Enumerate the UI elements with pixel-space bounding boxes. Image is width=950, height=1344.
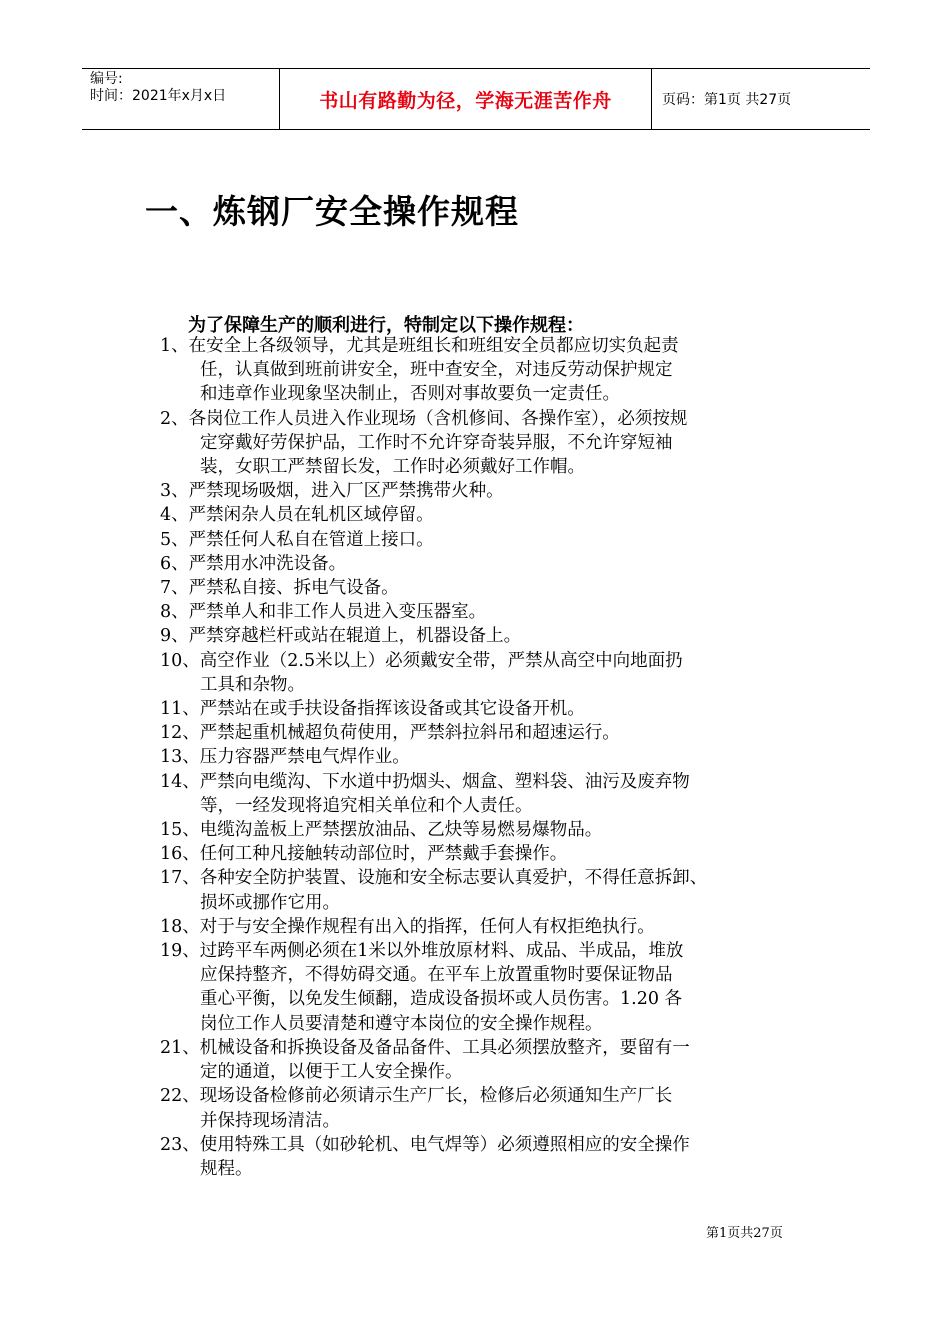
rule-item xyxy=(160,479,820,503)
rule-continuation-line: 工具和杂物。 xyxy=(200,674,305,695)
rule-first-line: 17、各种安全防护装置、设施和安全标志要认真爱护，不得任意拆卸、 xyxy=(160,868,708,889)
header-motto: 书山有路勤为径，学海无涯苦作舟 xyxy=(280,69,652,129)
rule-first-line: 12、严禁起重机械超负荷使用，严禁斜拉斜吊和超速运行。 xyxy=(160,723,620,744)
document-title: 一、炼钢厂安全操作规程 xyxy=(145,192,519,231)
page-header xyxy=(82,68,870,130)
rule-item xyxy=(160,770,820,818)
page-footer: 第1页共27页 xyxy=(706,1226,783,1241)
rule-continuation-line: 规程。 xyxy=(200,1158,253,1179)
rule-continuation-line: 岗位工作人员要清楚和遵守本岗位的安全操作规程。 xyxy=(200,1013,603,1034)
rule-first-line: 11、严禁站在或手扶设备指挥该设备或其它设备开机。 xyxy=(160,699,585,720)
rule-first-line: 15、电缆沟盖板上严禁摆放油品、乙炔等易燃易爆物品。 xyxy=(160,820,603,841)
rule-item xyxy=(160,334,820,407)
rule-item xyxy=(160,552,820,576)
rule-item xyxy=(160,721,820,745)
rule-item xyxy=(160,600,820,624)
rule-first-line: 1、在安全上各级领导，尤其是班组长和班组安全员都应切实负起责 xyxy=(160,336,679,356)
rule-item xyxy=(160,528,820,552)
rule-continuation-line: 定穿戴好劳保护品，工作时不允许穿奇装异服，不允许穿短袖 xyxy=(200,432,673,453)
rule-item xyxy=(160,745,820,769)
rule-item xyxy=(160,624,820,648)
rule-continuation-line: 任，认真做到班前讲安全，班中查安全，对违反劳动保护规定 xyxy=(200,360,673,381)
rule-item xyxy=(160,915,820,939)
rule-item xyxy=(160,1133,820,1181)
rule-continuation-line: 并保持现场清洁。 xyxy=(200,1110,340,1131)
rule-item xyxy=(160,407,820,480)
rule-first-line: 14、严禁向电缆沟、下水道中扔烟头、烟盒、塑料袋、油污及废弃物 xyxy=(160,771,690,792)
rule-item xyxy=(160,649,820,697)
rule-first-line: 3、严禁现场吸烟，进入厂区严禁携带火种。 xyxy=(160,481,504,502)
rule-first-line: 16、任何工种凡接触转动部位时，严禁戴手套操作。 xyxy=(160,844,568,865)
rule-first-line: 23、使用特殊工具（如砂轮机、电气焊等）必须遵照相应的安全操作 xyxy=(160,1134,690,1155)
rules-list xyxy=(160,334,820,1181)
time-label: 时间：2021年x月x日 xyxy=(90,88,227,104)
header-left-cell xyxy=(82,69,280,129)
code-label: 编号: xyxy=(90,71,123,87)
rule-first-line: 18、对于与安全操作规程有出入的指挥，任何人有权拒绝执行。 xyxy=(160,916,655,937)
rule-item xyxy=(160,842,820,866)
rule-item xyxy=(160,1084,820,1132)
rule-first-line: 21、机械设备和拆换设备及备品备件、工具必须摆放整齐，要留有一 xyxy=(160,1037,690,1058)
rule-continuation-line: 装，女职工严禁留长发，工作时必须戴好工作帽。 xyxy=(200,457,585,478)
rule-first-line: 2、各岗位工作人员进入作业现场（含机修间、各操作室），必须按规 xyxy=(160,408,688,429)
rule-first-line: 9、严禁穿越栏杆或站在辊道上，机器设备上。 xyxy=(160,626,522,647)
rule-first-line: 7、严禁私自接、拆电气设备。 xyxy=(160,578,399,599)
rule-item xyxy=(160,697,820,721)
rule-first-line: 4、严禁闲杂人员在轧机区域停留。 xyxy=(160,505,434,526)
rule-continuation-line: 应保持整齐，不得妨碍交通。在平车上放置重物时要保证物品 xyxy=(200,965,673,986)
intro-paragraph: 为了保障生产的顺利进行，特制定以下操作规程： xyxy=(188,315,584,336)
rule-first-line: 10、高空作业（2.5米以上）必须戴安全带，严禁从高空中向地面扔 xyxy=(160,650,683,671)
rule-continuation-line: 定的通道，以便于工人安全操作。 xyxy=(200,1062,463,1083)
rule-item xyxy=(160,866,820,914)
rule-item xyxy=(160,503,820,527)
rule-first-line: 19、过跨平车两侧必须在1米以外堆放原材料、成品、半成品，堆放 xyxy=(160,941,684,962)
rule-continuation-line: 损坏或挪作它用。 xyxy=(200,892,340,913)
rule-first-line: 6、严禁用水冲洗设备。 xyxy=(160,553,347,574)
rule-first-line: 8、严禁单人和非工作人员进入变压器室。 xyxy=(160,602,487,623)
rule-continuation-line: 等，一经发现将追究相关单位和个人责任。 xyxy=(200,795,533,816)
rule-item xyxy=(160,939,820,1036)
rule-continuation-line: 和违章作业现象坚决制止，否则对事故要负一定责任。 xyxy=(200,384,620,405)
rule-first-line: 22、现场设备检修前必须请示生产厂长，检修后必须通知生产厂长 xyxy=(160,1086,673,1107)
rule-first-line: 13、压力容器严禁电气焊作业。 xyxy=(160,747,410,768)
rule-first-line: 5、严禁任何人私自在管道上接口。 xyxy=(160,529,434,550)
header-page-info: 页码：第1页 共27页 xyxy=(662,92,792,108)
rule-item xyxy=(160,1036,820,1084)
rule-item xyxy=(160,818,820,842)
rule-item xyxy=(160,576,820,600)
rule-continuation-line: 重心平衡，以免发生倾翻，造成设备损坏或人员伤害。1.20 各 xyxy=(200,989,683,1010)
